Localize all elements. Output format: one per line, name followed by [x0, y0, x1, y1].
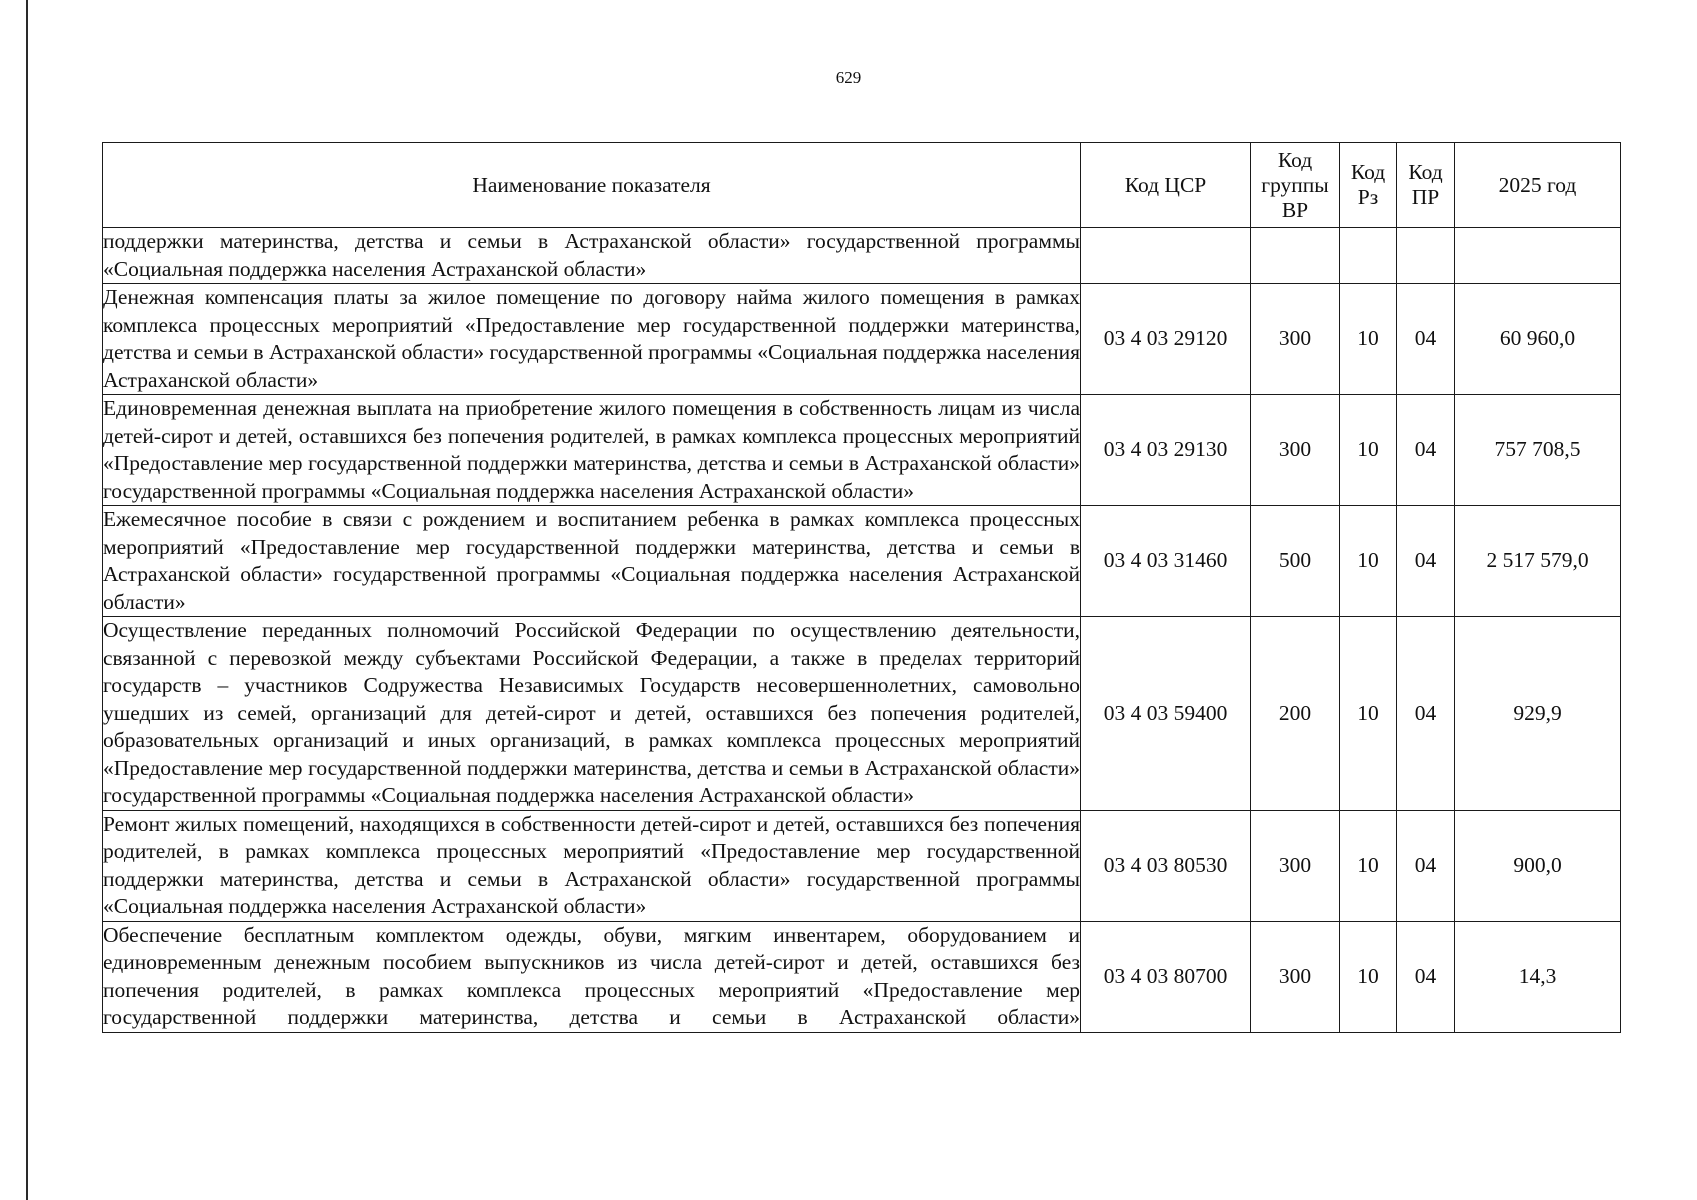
row-csr-code: 03 4 03 80700: [1081, 921, 1251, 1032]
page-number: 629: [835, 68, 862, 87]
row-pr-code: 04: [1397, 810, 1455, 921]
header-csr-code: Код ЦСР: [1081, 143, 1251, 228]
scan-edge-line: [26, 0, 28, 1200]
header-vr-code: [1251, 143, 1340, 228]
header-rz-line-1: Код: [1350, 160, 1386, 184]
table-row: [103, 617, 1621, 811]
header-pr-line-1: Код: [1408, 160, 1443, 184]
row-vr-code: 300: [1251, 395, 1340, 506]
row-vr-code: 300: [1251, 810, 1340, 921]
row-pr-code: 04: [1397, 284, 1455, 395]
header-name: Наименование показателя: [103, 143, 1081, 228]
header-pr-line-2: ПР: [1411, 185, 1440, 209]
row-vr-code: [1251, 228, 1340, 284]
row-csr-code: 03 4 03 29120: [1081, 284, 1251, 395]
row-pr-code: 04: [1397, 395, 1455, 506]
header-vr-line-2: группы: [1261, 172, 1329, 197]
row-name: Денежная компенсация платы за жилое помещение по договору найма жилого помещения в рамках комплекса процессных мероприятий «Предоставление мер государственной поддержки материнства, детства и семьи в Астраханской области» государственной программы «Социальная поддержка населения Астраханской области»: [103, 284, 1081, 395]
row-pr-code: 04: [1397, 921, 1455, 1032]
row-amount: 929,9: [1455, 617, 1621, 811]
header-rz-code: [1340, 143, 1397, 228]
row-rz-code: 10: [1340, 506, 1397, 617]
header-pr-code: [1397, 143, 1455, 228]
table-row: [103, 921, 1621, 1032]
row-vr-code: 200: [1251, 617, 1340, 811]
row-rz-code: 10: [1340, 617, 1397, 811]
row-vr-code: 500: [1251, 506, 1340, 617]
table-row: [103, 228, 1621, 284]
row-name: Единовременная денежная выплата на приобретение жилого помещения в собственность лицам из числа детей-сирот и детей, оставшихся без попечения родителей, в рамках комплекса процессных мероприятий «Предоставление мер государственной поддержки материнства, детства и семьи в Астраханской области» государственной программы «Социальная поддержка населения Астраханской области»: [103, 395, 1081, 506]
header-vr-line-1: Код: [1277, 147, 1313, 172]
row-rz-code: 10: [1340, 284, 1397, 395]
row-name: Ежемесячное пособие в связи с рождением и воспитанием ребенка в рамках комплекса процессных мероприятий «Предоставление мер государственной поддержки материнства, детства и семьи в Астраханской области» государственной программы «Социальная поддержка населения Астраханской области»: [103, 506, 1081, 617]
row-name: поддержки материнства, детства и семьи в Астраханской области» государственной программы «Социальная поддержка населения Астраханской области»: [103, 228, 1081, 284]
row-pr-code: 04: [1397, 506, 1455, 617]
row-rz-code: 10: [1340, 921, 1397, 1032]
row-amount: 900,0: [1455, 810, 1621, 921]
row-amount: 14,3: [1455, 921, 1621, 1032]
header-year: 2025 год: [1455, 143, 1621, 228]
row-name: Ремонт жилых помещений, находящихся в собственности детей-сирот и детей, оставшихся без попечения родителей, в рамках комплекса процессных мероприятий «Предоставление мер государственной поддержки материнства, детства и семьи в Астраханской области» государственной программы «Социальная поддержка населения Астраханской области»: [103, 810, 1081, 921]
row-rz-code: 10: [1340, 395, 1397, 506]
row-csr-code: 03 4 03 31460: [1081, 506, 1251, 617]
row-amount: 2 517 579,0: [1455, 506, 1621, 617]
row-pr-code: 04: [1397, 617, 1455, 811]
header-rz-line-2: Рз: [1357, 185, 1379, 209]
row-name: Осуществление переданных полномочий Российской Федерации по осуществлению деятельности, связанной с перевозкой между субъектами Российской Федерации, а также в пределах территорий государств – участников Содружества Независимых Государств несовершеннолетних, самовольно ушедших из семей, организаций для детей-сирот и детей, оставшихся без попечения родителей, образовательных организаций и иных организаций, в рамках комплекса процессных мероприятий «Предоставление мер государственной поддержки материнства, детства и семьи в Астраханской области» государственной программы «Социальная поддержка населения Астраханской области»: [103, 617, 1081, 811]
row-amount: [1455, 228, 1621, 284]
table-row: [103, 810, 1621, 921]
row-vr-code: 300: [1251, 921, 1340, 1032]
row-vr-code: 300: [1251, 284, 1340, 395]
row-rz-code: 10: [1340, 810, 1397, 921]
row-name: Обеспечение бесплатным комплектом одежды, обуви, мягким инвентарем, оборудованием и единовременным денежным пособием выпускников из числа детей-сирот и детей, оставшихся без попечения родителей, в рамках комплекса процессных мероприятий «Предоставление мер государственной поддержки материнства, детства и семьи в Астраханской области»: [103, 921, 1081, 1032]
row-csr-code: [1081, 228, 1251, 284]
row-csr-code: 03 4 03 29130: [1081, 395, 1251, 506]
row-amount: 60 960,0: [1455, 284, 1621, 395]
row-csr-code: 03 4 03 59400: [1081, 617, 1251, 811]
row-rz-code: [1340, 228, 1397, 284]
table-row: [103, 395, 1621, 506]
table-row: [103, 284, 1621, 395]
row-amount: 757 708,5: [1455, 395, 1621, 506]
row-pr-code: [1397, 228, 1455, 284]
table-row: [103, 506, 1621, 617]
row-csr-code: 03 4 03 80530: [1081, 810, 1251, 921]
table-header-row: [103, 143, 1621, 228]
header-vr-line-3: ВР: [1281, 197, 1309, 222]
budget-table: [102, 142, 1621, 1033]
